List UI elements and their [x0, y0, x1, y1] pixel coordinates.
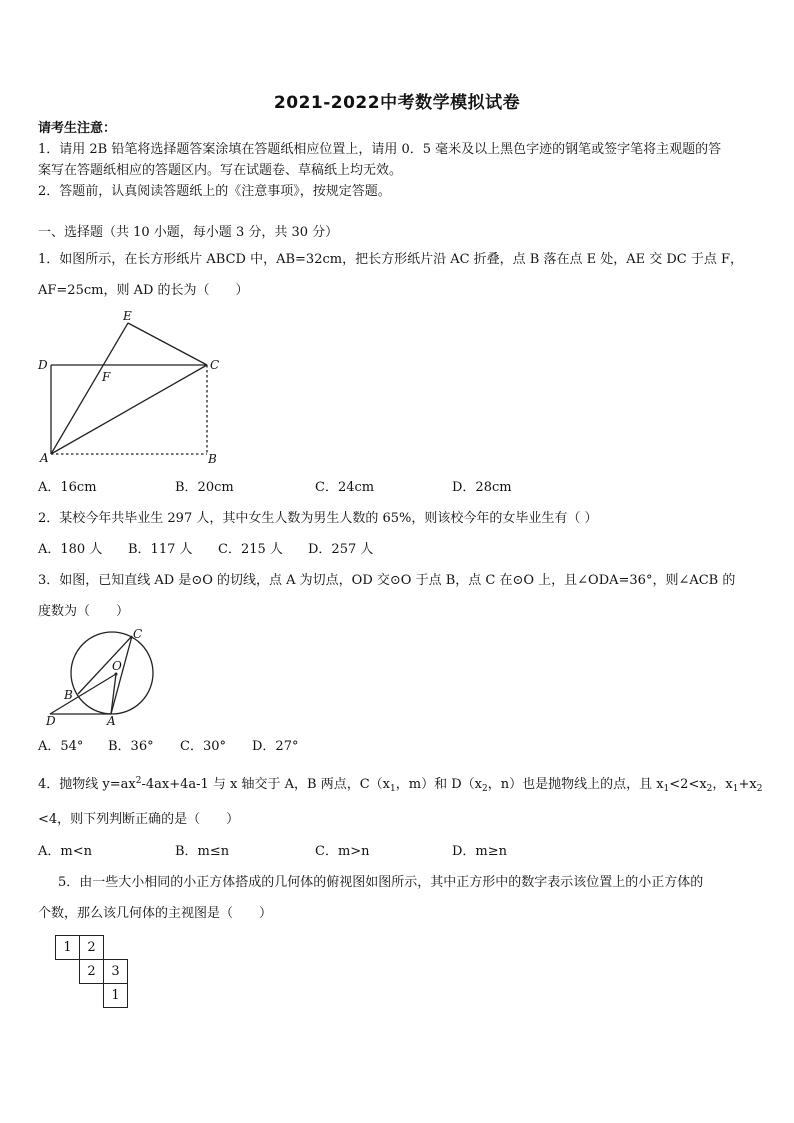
q4-subscript: 2: [706, 784, 713, 794]
grid-cell: 2: [79, 935, 104, 960]
q3-stem-line-2: 度数为（ ）: [38, 604, 130, 619]
label-o: O: [112, 659, 122, 673]
segment-ec: [128, 323, 207, 365]
grid-cell: 2: [79, 959, 104, 984]
q1-option-d[interactable]: D．28cm: [452, 480, 512, 495]
notice-heading: 请考生注意：: [38, 121, 117, 136]
q2-option-c[interactable]: C．215 人: [218, 542, 283, 557]
label-d: D: [38, 358, 48, 372]
q1-rectangle-fold-figure: [30, 305, 230, 470]
segment-do: [50, 674, 116, 714]
q3-option-b[interactable]: B．36°: [108, 739, 154, 754]
q4-text: <2<x: [669, 777, 707, 792]
label-a: A: [107, 714, 116, 728]
q1-option-a[interactable]: A．16cm: [38, 480, 97, 495]
q3-option-a[interactable]: A．54°: [38, 739, 84, 754]
q4-text: +x: [738, 777, 757, 792]
q5-stem-line-1: 5．由一些大小相同的小正方体搭成的几何体的俯视图如图所示，其中正方形中的数字表示该位置上的小正方体的: [58, 875, 704, 890]
q4-option-b[interactable]: B．m≤n: [175, 844, 230, 859]
q4-option-a[interactable]: A．m<n: [38, 844, 92, 859]
section-heading: 一、选择题（共 10 小题，每小题 3 分，共 30 分）: [38, 225, 339, 240]
q1-option-c[interactable]: C．24cm: [315, 480, 375, 495]
q4-stem-line-2: <4，则下列判断正确的是（ ）: [38, 812, 240, 827]
page-title: 2021-2022中考数学模拟试卷: [273, 93, 521, 113]
segment-oa: [111, 674, 116, 714]
label-e: E: [123, 309, 132, 323]
q3-stem-line-1: 3．如图，已知直线 AD 是⊙O 的切线，点 A 为切点，OD 交⊙O 于点 B，点 C 在⊙O 上，且∠ODA=36°，则∠ACB 的: [38, 573, 736, 588]
label-f: F: [102, 370, 111, 384]
q4-subscript: 1: [663, 784, 670, 794]
q4-text: -4ax+4a-1 与 x 轴交于 A，B 两点，C（x: [141, 777, 391, 792]
label-c: C: [133, 627, 143, 641]
q5-top-view-grid: [55, 935, 135, 1010]
q1-stem-line-1: 1．如图所示，在长方形纸片 ABCD 中，AB=32cm，把长方形纸片沿 AC 折叠，点 B 落在点 E 处，AE 交 DC 于点 F，: [38, 252, 744, 267]
q2-option-b[interactable]: B．117 人: [128, 542, 193, 557]
label-d: D: [46, 714, 56, 728]
notice-item-2: 2．答题前，认真阅读答题纸上的《注意事项》，按规定答题。: [38, 184, 391, 199]
notice-item-1-line-2: 案写在答题纸相应的答题区内。写在试题卷、草稿纸上均无效。: [38, 163, 403, 178]
grid-cell: 1: [103, 983, 128, 1008]
q4-subscript: 2: [481, 784, 488, 794]
q4-text: ，n）也是抛物线上的点，且 x: [487, 777, 664, 792]
label-c: C: [210, 358, 220, 372]
q2-stem: 2．某校今年共毕业生 297 人，其中女生人数为男生人数的 65%，则该校今年的女毕业生有（ ）: [38, 511, 598, 526]
q1-option-b[interactable]: B．20cm: [175, 480, 234, 495]
q5-stem-line-2: 个数，那么该几何体的主视图是（ ）: [38, 906, 273, 921]
label-a: A: [40, 451, 49, 465]
q4-option-d[interactable]: D．m≥n: [452, 844, 508, 859]
segment-ac: [51, 365, 207, 454]
q1-stem-line-2: AF=25cm，则 AD 的长为（ ）: [38, 283, 249, 298]
segment-ae: [51, 323, 128, 454]
q2-option-a[interactable]: A．180 人: [38, 542, 103, 557]
q4-subscript: 2: [756, 784, 763, 794]
q4-option-c[interactable]: C．m>n: [315, 844, 370, 859]
q3-option-c[interactable]: C．30°: [180, 739, 226, 754]
q4-subscript: 1: [390, 784, 396, 794]
label-b: B: [208, 452, 217, 466]
q4-text: ，m）和 D（x: [395, 777, 482, 792]
q3-option-d[interactable]: D．27°: [252, 739, 299, 754]
q3-circle-tangent-figure: [40, 625, 170, 730]
q4-stem-line-1: [38, 776, 762, 794]
q4-text: 4．抛物线 y=ax: [38, 777, 136, 792]
grid-cell: 3: [103, 959, 128, 984]
q2-option-d[interactable]: D．257 人: [308, 542, 374, 557]
grid-cell: 1: [55, 935, 80, 960]
q4-subscript: 1: [732, 784, 739, 794]
label-b: B: [64, 688, 73, 702]
notice-item-1-line-1: 1．请用 2B 铅笔将选择题答案涂填在答题纸相应位置上，请用 0．5 毫米及以上黑色字迹的钢笔或签字笔将主观题的答: [38, 142, 722, 157]
q4-superscript: 2: [135, 776, 142, 786]
q4-text: ，x: [712, 777, 733, 792]
